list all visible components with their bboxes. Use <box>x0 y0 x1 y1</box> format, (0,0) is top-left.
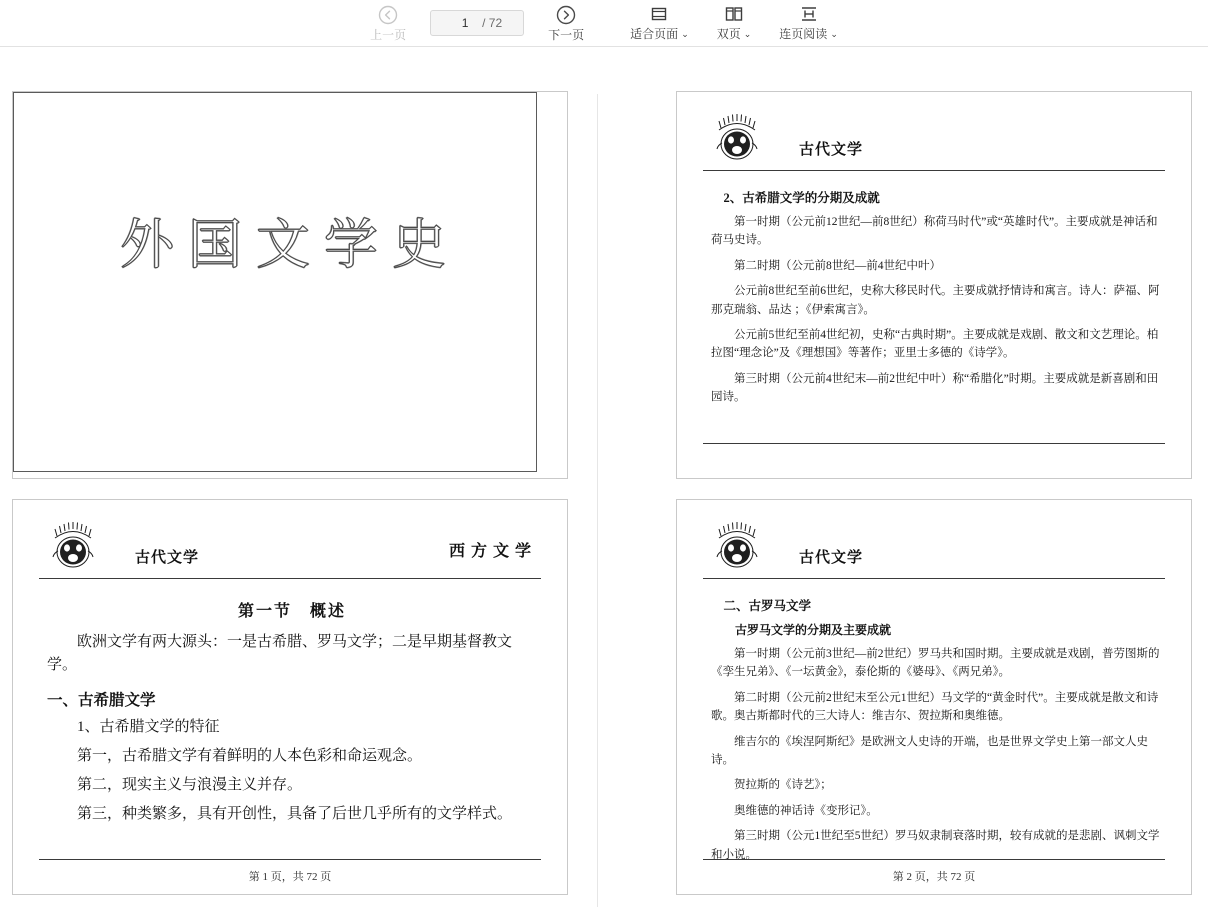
fit-page-label: 适合页面 <box>630 27 679 41</box>
paragraph: 第三时期（公元1世纪至5世纪）罗马奴隶制衰落时期，较有成就的是悲剧、讽刺文学和小说。 <box>711 830 1160 861</box>
circle-chevron-left-icon <box>377 5 399 25</box>
paragraph: 奥维德的神话诗《变形记》。 <box>734 804 878 817</box>
paragraph: 公元前8世纪至前6世纪，史称大移民时代。主要成就抒情诗和寓言。诗人：萨福、阿那克瑞翁、品达 ；《伊索寓言》。 <box>711 285 1160 316</box>
paragraph: 第一，古希腊文学有着鲜明的人本色彩和命运观念。 <box>77 747 423 764</box>
slide-header <box>703 108 1165 170</box>
two-page-button[interactable] <box>703 2 766 44</box>
paragraph: 第三时期（公元前4世纪末—前2世纪中叶）称“希腊化”时期。主要成就是新喜剧和田园诗。 <box>711 372 1159 404</box>
paragraph: 第二时期（公元前2世纪末至公元1世纪）马文学的“黄金时代”。主要成就是散文和诗歌。奥古斯都时代的三大诗人：维吉尔、贺拉斯和奥维德。 <box>711 691 1159 723</box>
two-page-icon <box>723 4 745 24</box>
paragraph: 第二时期（公元前8世纪—前4世纪中叶） <box>734 259 941 272</box>
subheading: 二、古罗马文学 <box>723 599 812 613</box>
footer-divider <box>703 859 1165 860</box>
crest-icon <box>709 518 765 574</box>
continuous-reading-button[interactable] <box>765 2 852 44</box>
slide-footer-page-number: 第 2 页，共 72 页 <box>892 871 976 883</box>
slide-page-3[interactable] <box>12 499 568 895</box>
slide-header-subject: 西方文学 <box>448 543 537 560</box>
toolbar-nav-group <box>356 3 598 44</box>
slide-header <box>703 516 1165 578</box>
circle-chevron-right-icon <box>555 5 577 25</box>
subheading: 一、古希腊文学 <box>47 691 156 709</box>
page-column-left <box>0 47 596 907</box>
sub-subheading: 古罗马文学的分期及主要成就 <box>735 623 892 637</box>
viewer-toolbar <box>0 0 1208 47</box>
paragraph: 贺拉斯的《诗艺》； <box>734 779 832 792</box>
paragraph: 第一时期（公元前3世纪—前2世纪）罗马共和国时期。主要成就是戏剧，普劳图斯的《孪生兄弟》、《一坛黄金》，泰伦斯的《婆母》、《两兄弟》。 <box>711 648 1160 679</box>
slide-page-1[interactable] <box>12 91 568 479</box>
page-column-right <box>598 47 1194 907</box>
slide-body <box>47 592 537 850</box>
page-indicator[interactable] <box>430 10 524 36</box>
header-divider <box>39 578 541 579</box>
slide-header <box>39 516 541 578</box>
header-divider <box>703 170 1165 171</box>
fit-page-icon <box>648 4 670 24</box>
paragraph: 第三，种类繁多，具有开创性，具备了后世几乎所有的文学样式。 <box>77 806 513 823</box>
prev-page-label: 上一页 <box>370 27 407 42</box>
footer-divider <box>703 443 1165 444</box>
footer-divider <box>39 859 541 860</box>
page-total-label: / 72 <box>482 16 503 30</box>
chevron-down-icon: ⌄ <box>681 29 689 39</box>
slide-header-title: 古代文学 <box>799 550 864 566</box>
crest-icon <box>709 110 765 166</box>
subheading: 2、古希腊文学的分期及成就 <box>723 191 880 205</box>
slide-page-4[interactable] <box>676 499 1192 895</box>
slide-header-title: 古代文学 <box>799 142 864 158</box>
cover-title: 外国文学史 <box>120 215 460 275</box>
next-page-button[interactable] <box>534 3 598 44</box>
next-page-label: 下一页 <box>548 27 585 42</box>
slide-footer-page-number: 第 1 页，共 72 页 <box>248 871 332 883</box>
two-page-label: 双页 <box>716 27 741 41</box>
section-title: 第一节 概述 <box>237 603 346 620</box>
paragraph: 第二，现实主义与浪漫主义并存。 <box>77 777 303 793</box>
paragraph: 维吉尔的《埃涅阿斯纪》是欧洲文人史诗的开端，也是世界文学史上第一部文人史诗。 <box>711 735 1148 766</box>
paragraph: 1、古希腊文学的特征 <box>77 718 220 735</box>
paragraph: 公元前5世纪至前4世纪初，史称“古典时期”。主要成就是戏剧、散文和文艺理论。柏拉图“理念论”及《理想国》等著作；亚里士多德的《诗学》。 <box>711 328 1159 360</box>
paragraph: 欧洲文学有两大源头：一是古希腊、罗马文学；二是早期基督教文学。 <box>47 634 513 674</box>
page-number-input[interactable] <box>452 16 478 30</box>
slide-body <box>711 184 1161 434</box>
chevron-down-icon: ⌄ <box>743 29 752 39</box>
continuous-reading-label: 连页阅读 <box>779 27 828 41</box>
slide-header-title: 古代文学 <box>135 550 200 566</box>
document-viewer[interactable] <box>0 47 1208 907</box>
cover-frame <box>13 92 537 472</box>
fit-page-button[interactable] <box>616 2 703 44</box>
crest-icon <box>45 518 101 574</box>
header-divider <box>703 578 1165 579</box>
continuous-scroll-icon <box>798 4 820 24</box>
slide-page-2[interactable] <box>676 91 1192 479</box>
paragraph: 第一时期（公元前12世纪—前8世纪）称荷马时代”或“英雄时代”。主要成就是神话和荷马史诗。 <box>711 216 1158 247</box>
chevron-down-icon: ⌄ <box>830 29 838 39</box>
prev-page-button[interactable] <box>356 3 420 44</box>
slide-body <box>711 592 1161 861</box>
toolbar-view-group <box>616 2 852 44</box>
